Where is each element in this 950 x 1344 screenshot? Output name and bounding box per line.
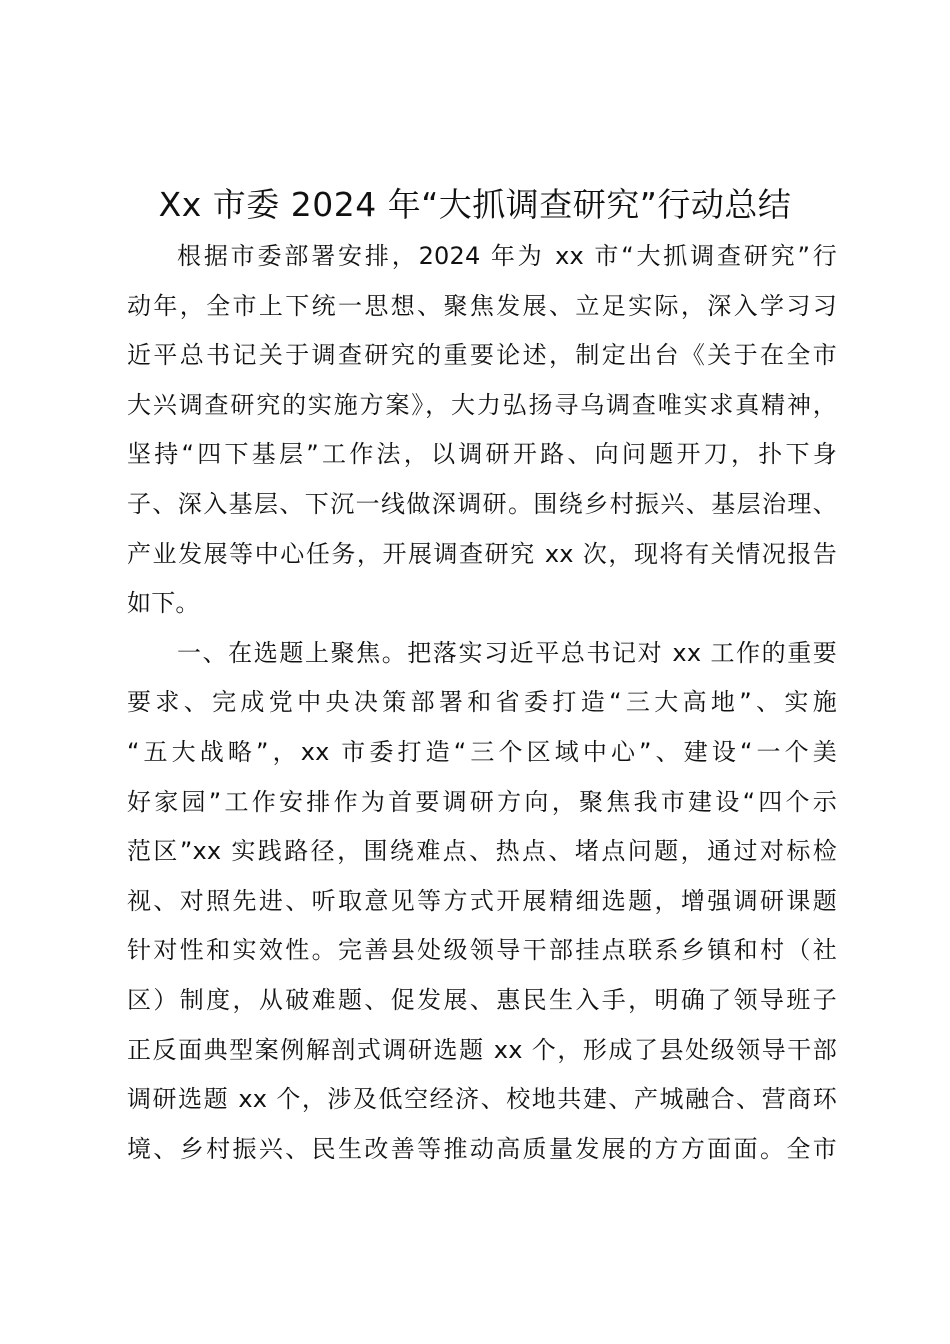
text-line: 坚持“四下基层”工作法，以调研开路、向问题开刀，扑下身 <box>127 440 837 469</box>
text-line: 要求、完成党中央决策部署和省委打造“三大高地”、实施 <box>127 688 837 717</box>
paragraph-intro <box>127 232 837 629</box>
text-line: 产业发展等中心任务，开展调查研究 xx 次，现将有关情况报告 <box>127 539 837 568</box>
document-body <box>127 232 837 1174</box>
text-line: 视、对照先进、听取意见等方式开展精细选题，增强调研课题 <box>127 886 837 915</box>
text-line: “五大战略”，xx 市委打造“三个区域中心”、建设“一个美 <box>127 737 837 766</box>
text-line: 针对性和实效性。完善县处级领导干部挂点联系乡镇和村（社 <box>127 936 837 965</box>
paragraph-section-one <box>127 629 837 1175</box>
document-title: Xx 市委 2024 年“大抓调查研究”行动总结 <box>158 185 792 224</box>
text-line: 根据市委部署安排，2024 年为 xx 市“大抓调查研究”行 <box>177 242 837 270</box>
text-line: 动年，全市上下统一思想、聚焦发展、立足实际，深入学习习 <box>127 291 837 320</box>
text-line: 区）制度，从破难题、促发展、惠民生入手，明确了领导班子 <box>127 985 837 1014</box>
text-line: 好家园”工作安排作为首要调研方向，聚焦我市建设“四个示 <box>127 787 837 816</box>
text-line: 如下。 <box>127 589 200 618</box>
text-line: 一、在选题上聚焦。把落实习近平总书记对 xx 工作的重要 <box>177 638 837 667</box>
text-line: 子、深入基层、下沉一线做深调研。围绕乡村振兴、基层治理、 <box>127 489 837 518</box>
text-line: 近平总书记关于调查研究的重要论述，制定出台《关于在全市 <box>127 341 837 370</box>
text-line: 范区”xx 实践路径，围绕难点、热点、堵点问题，通过对标检 <box>127 837 837 866</box>
text-line: 调研选题 xx 个，涉及低空经济、校地共建、产城融合、营商环 <box>127 1085 837 1114</box>
text-line: 正反面典型案例解剖式调研选题 xx 个，形成了县处级领导干部 <box>127 1035 837 1064</box>
text-line: 大兴调查研究的实施方案》，大力弘扬寻乌调查唯实求真精神， <box>127 390 837 419</box>
text-line: 境、乡村振兴、民生改善等推动高质量发展的方方面面。全市 <box>127 1134 837 1163</box>
